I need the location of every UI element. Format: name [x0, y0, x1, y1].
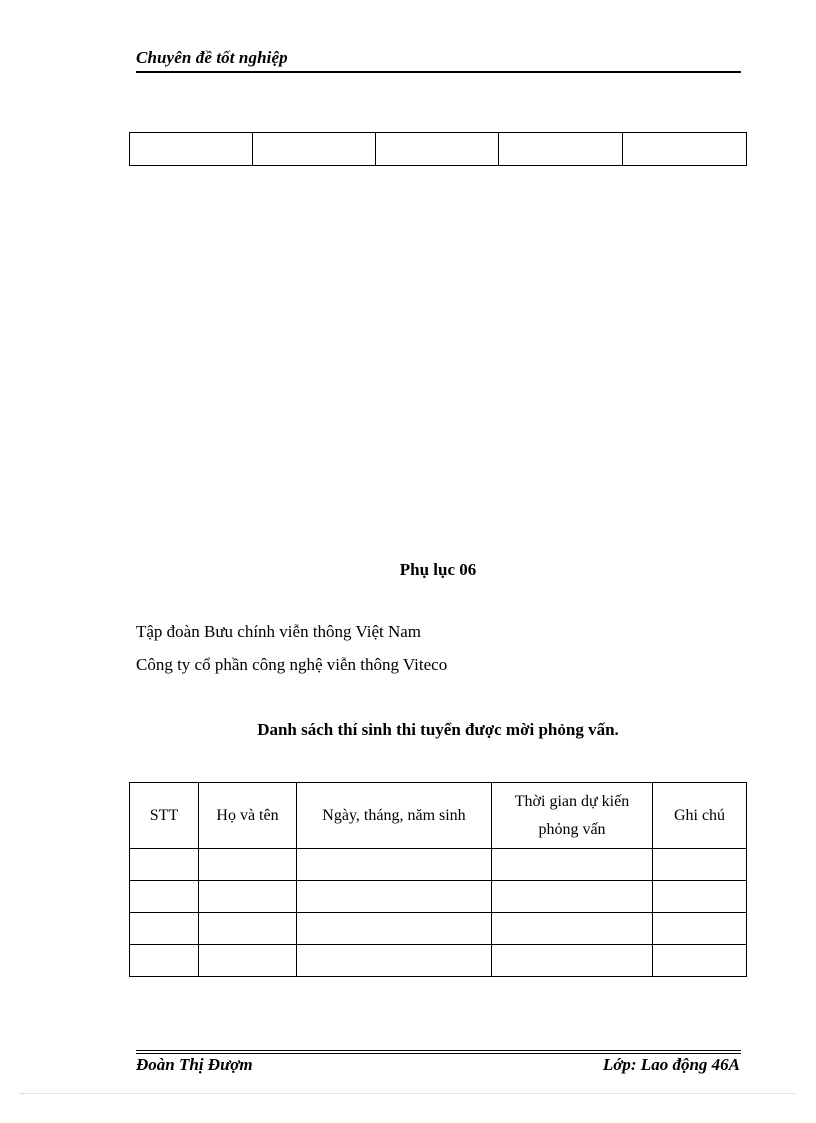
table-cell: [492, 881, 653, 913]
table-cell: [297, 881, 492, 913]
table-cell: [199, 945, 297, 977]
table-cell: [297, 849, 492, 881]
footer-rule: [136, 1050, 741, 1051]
table-cell: [376, 133, 499, 166]
col-header-stt: STT: [130, 783, 199, 849]
table-cell: [653, 913, 747, 945]
table-cell: [653, 881, 747, 913]
header-rule: [136, 71, 741, 73]
table-cell: [297, 913, 492, 945]
header-title: Chuyên đề tốt nghiệp: [136, 48, 288, 67]
org-line-company: Công ty cổ phần công nghệ viễn thông Viteco: [136, 655, 448, 674]
table-cell: [199, 849, 297, 881]
table-row: [130, 913, 747, 945]
table-cell: [499, 133, 623, 166]
table-cell: [130, 913, 199, 945]
footer-author: Đoàn Thị Đượm: [136, 1055, 253, 1074]
footer-rule: [136, 1053, 741, 1054]
appendix-title: Phụ lục 06: [399, 560, 477, 579]
col-header-birthdate: Ngày, tháng, năm sinh: [297, 783, 492, 849]
candidate-table: [129, 782, 747, 977]
table-row: [130, 849, 747, 881]
table-cell: [492, 849, 653, 881]
footer-class: Lớp: Lao động 46A: [602, 1055, 740, 1074]
col-header-name: Họ và tên: [199, 783, 297, 849]
table-cell: [130, 881, 199, 913]
table-cell: [297, 945, 492, 977]
table-cell: [199, 881, 297, 913]
col-header-interview-time-label: Thời gian dự kiến phỏng vấn: [514, 792, 630, 838]
table-cell: [253, 133, 376, 166]
page-edge: [20, 1093, 796, 1094]
col-header-interview-time: [492, 783, 653, 849]
table-row: [130, 133, 747, 166]
table-cell: [130, 945, 199, 977]
table-cell: [653, 849, 747, 881]
top-empty-table: [129, 132, 747, 166]
table-cell: [130, 849, 199, 881]
org-line-group: Tập đoàn Bưu chính viễn thông Việt Nam: [136, 622, 422, 641]
col-header-note: Ghi chú: [653, 783, 747, 849]
table-cell: [199, 913, 297, 945]
list-title: Danh sách thí sinh thi tuyển được mời phỏng vấn.: [257, 720, 619, 739]
table-cell: [130, 133, 253, 166]
table-cell: [623, 133, 747, 166]
table-header-row: [130, 783, 747, 849]
table-cell: [653, 945, 747, 977]
table-row: [130, 881, 747, 913]
table-row: [130, 945, 747, 977]
table-cell: [492, 913, 653, 945]
table-cell: [492, 945, 653, 977]
